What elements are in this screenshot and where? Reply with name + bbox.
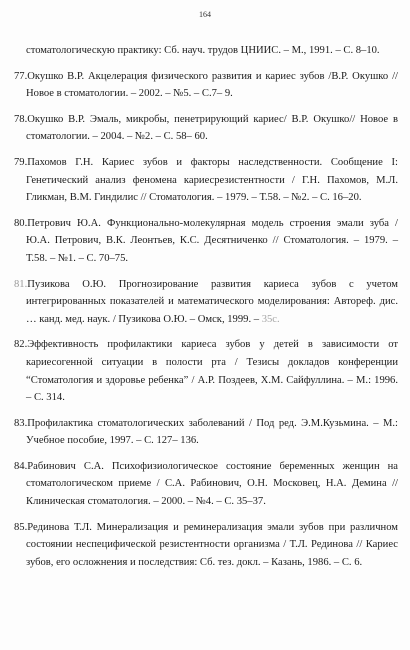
entry-text: Окушко В.Р. Эмаль, микробы, пенетрирующий кариес/ В.Р. Окушко// Новое в стоматологии. – 2004. – №2. – С. 58– 60. — [26, 113, 398, 143]
bibliography-list — [14, 42, 398, 579]
entry-number: 78. — [14, 113, 28, 125]
entry-number: 84. — [14, 460, 28, 472]
entry-number: 83. — [14, 417, 28, 429]
entry-number: 77. — [14, 70, 28, 82]
bibliography-entry-continuation — [14, 42, 398, 60]
bibliography-entry-85 — [14, 519, 398, 572]
entry-text: Эффективность профилактики кариеса зубов у детей в зависимости от кариесогенной ситуации в полости рта / Тезисы докладов конференции “Стоматология и здоровье ребенка” / А.Р. Поздеев, Х.М. Сайфуллина. – М.: 1996. – С. 314. — [26, 339, 398, 404]
bibliography-entry-84 — [14, 458, 398, 511]
entry-number: 82. — [14, 339, 28, 351]
bibliography-entry-80 — [14, 215, 398, 268]
entry-text: Рединова Т.Л. Минерализация и реминерализация эмали зубов при различном состоянии неспецифической резистентности организма / Т.Л. Рединова // Кариес зубов, его осложнения и последствия: Сб. тез. докл. – Казань, 1986. – С. 6. — [26, 521, 398, 568]
bibliography-entry-79 — [14, 154, 398, 207]
bibliography-entry-77 — [14, 68, 398, 103]
bibliography-entry-83 — [14, 415, 398, 450]
page-number: 164 — [199, 10, 211, 19]
entry-text: стоматологическую практику: Сб. науч. трудов ЦНИИС. – М., 1991. – С. 8–10. — [26, 45, 380, 56]
entry-text: Пахомов Г.Н. Кариес зубов и факторы наследственности. Сообщение I: Генетический анализ феномена кариесрезистентности / Г.Н. Пахомов, М.Л. Гликман, В.М. Гиндилис // Стоматология. – 1979. – Т.58. – №2. – С. 16–20. — [26, 156, 398, 204]
bibliography-entry-78 — [14, 111, 398, 146]
entry-number: 85. — [14, 521, 28, 533]
entry-text: Петрович Ю.А. Функционально-молекулярная модель строения эмали зуба / Ю.А. Петрович, В.К. Леонтьев, К.С. Десятниченко // Стоматология. – 1979. – Т.58. – №1. – С. 70–75. — [26, 217, 398, 264]
entry-text: Пузикова О.Ю. Прогнозирование развития кариеса зубов с учетом интегрированных показателей и математического моделирования: Автореф. дис. … канд. мед. наук. / Пузикова О.Ю. – Омск, 1999. – — [26, 278, 398, 325]
entry-number: 79. — [14, 156, 28, 168]
entry-number: 80. — [14, 217, 28, 229]
entry-number: 81. — [14, 278, 28, 290]
entry-text: Профилактика стоматологических заболеваний / Под ред. Э.М.Кузьмина. – М.: Учебное пособие, 1997. – С. 127– 136. — [26, 417, 398, 447]
entry-text-tail: 35с. — [259, 313, 280, 325]
bibliography-entry-82 — [14, 336, 398, 406]
bibliography-entry-81 — [14, 276, 398, 329]
entry-text: Окушко В.Р. Акцелерация физического развития и кариес зубов /В.Р. Окушко // Новое в стоматологии. – 2002. – №5. – С.7– 9. — [26, 70, 398, 100]
entry-text: Рабинович С.А. Психофизиологическое состояние беременных женщин на стоматологическом приеме / С.А. Рабинович, О.Н. Московец, Н.А. Демина // Клиническая стоматология. – 2000. – №4. – С. 35–37. — [26, 460, 398, 508]
